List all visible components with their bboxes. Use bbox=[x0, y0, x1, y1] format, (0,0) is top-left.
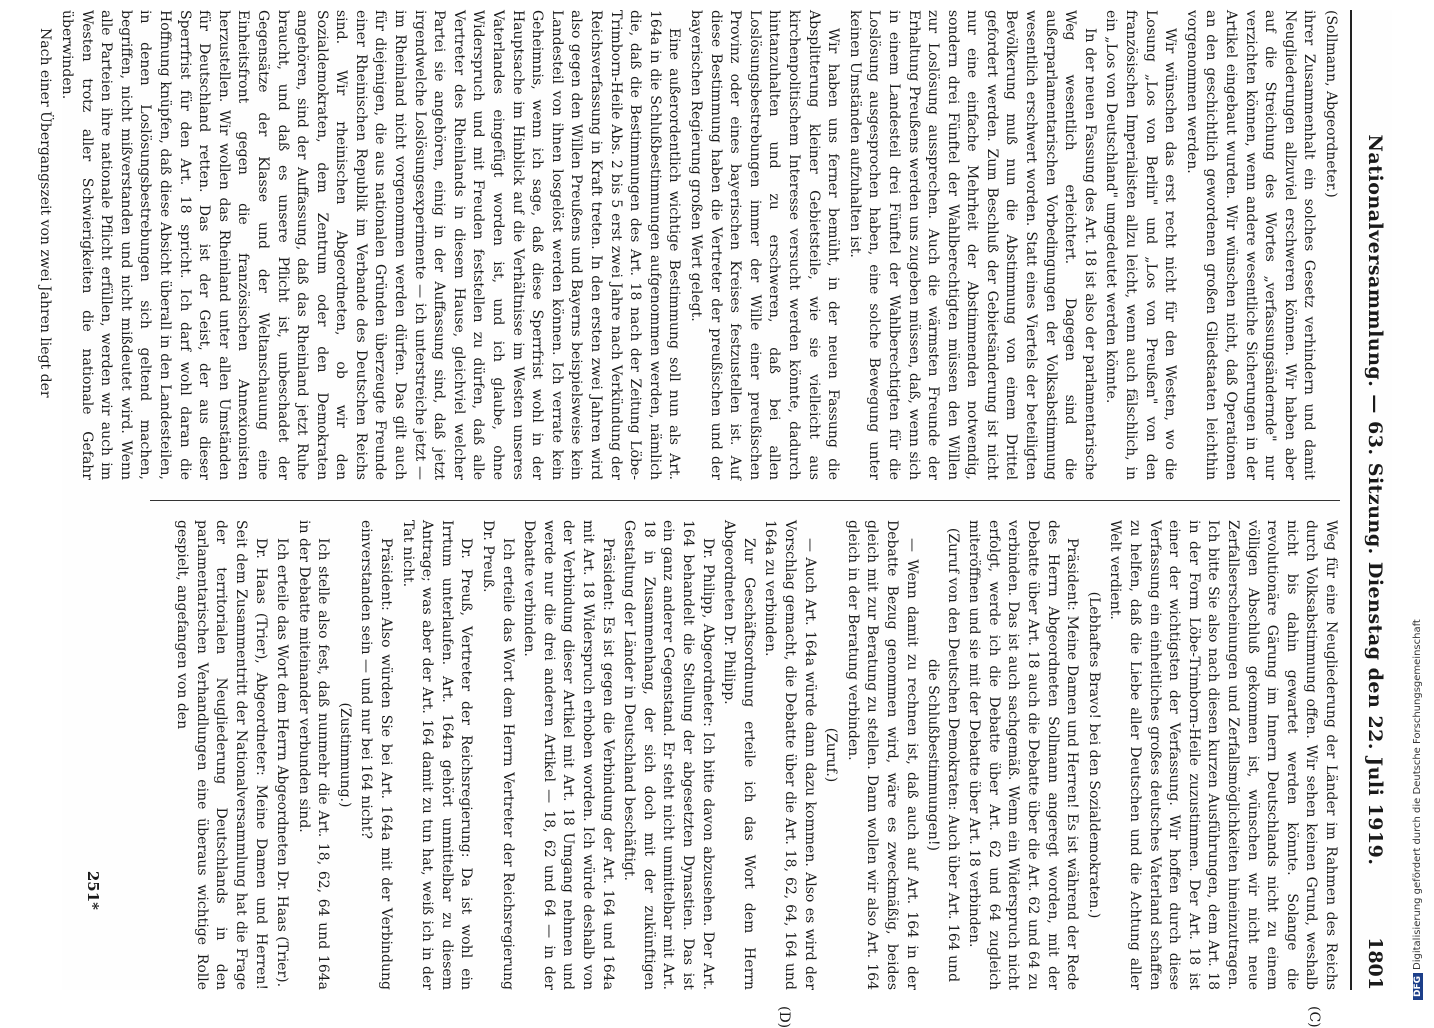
paragraph: Eine außerordentlich wichtige Bestimmung soll nun als Art. 164a in die Schlußbestimmungen aufgenommen werden, nämlich die, daß die Bestimmungen des Art. 18 nach der Zeitung Löbe-Trimborn-Heile Abs. 2 bis 5 erst zwei Jahre nach Verkündung der Reichsverfassung in Kraft treten. In den ersten zwei Jahren wird also gegen den Willen Preußens und Bayerns beispielsweise kein Landesteil von ihnen losgelöst werden können. Ich verrate kein Geheimnis, wenn ich sage, daß diese Sperrfrist wohl in der Hauptsache im Hinblick auf die Verhältnisse im Westen unseres Vaterlandes eingefügt worden ist, und ich glaube, ohne Widerspruch und mit Freuden feststellen zu dürfen, daß alle Vertreter des Rheinlands in diesem Hause, gleichviel welcher Partei sie angehören, einig in der Auffassung sind, daß jetzt irgendwelche Loslösungsexperimente — ich unterstreiche jetzt — im Rheinland nicht vorgenommen werden dürfen. Das gilt auch für diejenigen, die aus nationalen Gründen überzeugte Freunde einer Rheinischen Republik im Verbande des Deutschen Reichs sind. Wir rheinischen Abgeordneten, ob wir den Sozialdemokraten, dem Zentrum oder den Demokraten angehören, sind der Auffassung, daß das Rheinland jetzt Ruhe braucht, und daß es unsere Pflicht ist, unbeschadet der Gegensätze der Klasse und der Weltanschauung eine Einheitsfront gegen die französischen Annexionisten herzustellen. Wir wollen das Rheinland unter allen Umständen für Deutschland retten. Das ist der Geist, der aus dieser Sperrfrist für den Art. 18 spricht. Ich darf wohl daran die Hoffnung knüpfen, daß diese Absicht überall in den Landesteilen, in denen Loslösungsbestrebungen sich geltend machen, begriffen, nicht mißverstanden und nicht mißdeutet wird. Wenn alle Parteien ihre nationale Pflicht erfüllen, werden wir auch im Westen trotz aller Schwierigkeiten die nationale Gefahr überwinden. bbox=[59, 10, 683, 480]
paragraph: Zur Geschäftsordnung erteile ich das Wort dem Herrn Abgeordneten Dr. Philipp. bbox=[721, 520, 757, 990]
paragraph: In der neuen Fassung des Art. 18 ist also der parlamentarische Weg wesentlich erleichtert. Dagegen sind die außerparlamentarischen Vorbedingungen der Volksabstimmung wesentlich erschwert worden. Statt eines Viertels der beteiligten Bevölkerung muß nun die Abstimmung von einem Drittel gefordert werden. Zum Beschluß der Gebietsänderung ist nicht nur eine einfache Mehrheit der Abstimmenden notwendig, sondern drei Fünftel der Wahlberechtigten müssen den Willen zur Loslösung aussprechen. Auch die wärmsten Freunde der Erhaltung Preußens werden uns zugeben müssen, daß, wenn sich in einem Landesteil drei Fünftel der Wahlberechtigten für die Loslösung ausgesprochen haben, eine solche Bewegung unter keinen Umständen aufzuhalten ist. bbox=[846, 10, 1098, 480]
paragraph: — Auch Art. 164a würde dann dazu kommen. Also es wird der Vorschlag gemacht, die Debatte über die Art. 18, 62, 64, 164 und 164a zu verbinden. bbox=[762, 520, 818, 990]
paragraph: Ich stelle also fest, daß nunmehr die Art. 18, 62, 64 und 164a in der Debatte miteinander verbunden sind. bbox=[295, 520, 332, 990]
paragraph: ihrer Zusammenhalt ein solches Gesetz verhindern und damit Neugliederungen allzuviel erschweren können. Wir haben aber auf die Streichung des Wortes „verfassungsändernde" nur verzichten können, wenn andere wesentliche Sicherungen in der Artikel eingebaut wurden. Wir wünschen nicht, daß Operationen an den geschichtlich gewordenen großen Gliedstaaten leichthin vorgenommen werden. bbox=[1183, 10, 1318, 480]
paragraph: Weg für eine Neugliederung der Länder im Rahmen des Reichs durch Volksabstimmung offen. Wir sehen keinen Grund, weshalb nicht bis dahin gewartet werden könnte. Solange die revolutionäre Gärung im Innern Deutschlands nicht zu einem völligen Abschluß gekommen ist, wünschen wir nicht neue Zerfallserscheinungen und Zerfallsmöglichkeiten hineinzutragen. Ich bitte Sie also nach diesen kurzen Ausführungen, dem Art. 18 in der Form Löbe-Trimborn-Heile zuzustimmen. Der Art. 18 ist einer der wichtigsten der Verfassung. Wir hoffen durch diese Verfassung ein einheitliches großes deutsches Vaterland schaffen zu helfen, daß die Liebe aller Deutschen und die Achtung aller Welt verdient. bbox=[1107, 520, 1339, 990]
paragraph: Dr. Haas (Trier), Abgeordneter: Meine Damen und Herren! Seit dem Zusammentritt der Nationalversammlung hat die Frage der territorialen Neugliederung Deutschlands in den parlamentarischen Verhandlungen eine überaus wichtige Rolle gespielt, angefangen von den bbox=[174, 520, 269, 990]
header-title: Nationalversammlung. — 63. Sitzung. Dienstag den 22. Juli 1919. bbox=[1364, 134, 1386, 866]
paragraph: Präsident: Also würden Sie bei Art. 164a mit der Verbindung einverstanden sein — und nur bei 164 nicht? bbox=[358, 520, 395, 990]
paragraph: Wir wünschen das erst recht nicht für den Westen, wo die Losung „Los von Berlin" und „Los von Preußen" von den französischen Imperialisten allzu leicht, wenn auch fälschlich, in ein „Los von Deutschland" umgedeutet werden könnte. bbox=[1103, 10, 1179, 480]
paragraph: (Zuruf.) bbox=[823, 727, 840, 783]
left-column bbox=[37, 10, 1340, 480]
right-column bbox=[110, 520, 1340, 990]
paragraph: Dr. Preuß, Vertreter der Reichsregierung: Da ist wohl ein Irrtum unterlaufen. Art. 164a gehört unmittelbar zu diesem Antrage; was aber der Art. 164 damit zu tun hat, weiß ich in der Tat nicht. bbox=[399, 520, 475, 990]
paragraph: Ich erteile das Wort dem Herrn Vertreter der Reichsregierung Dr. Preuß. bbox=[480, 520, 516, 990]
paragraph: Ich erteile das Wort dem Herrn Abgeordneten Dr. Haas (Trier). bbox=[274, 538, 291, 988]
signature-mark: 251* bbox=[84, 870, 102, 910]
paragraph: (Zustimmung.) bbox=[336, 702, 353, 808]
rotated-document-page bbox=[37, 10, 1392, 1028]
page-header bbox=[1350, 10, 1392, 990]
paragraph: Präsident: Es ist gegen die Verbindung der Art. 164 und 164a mit Art. 18 Widerspruch erhoben worden. Ich würde deshalb von der Verbindung dieser Artikel mit Art. 18 Umgang nehmen und werde nur die drei anderen Artikel — 18, 62 und 64 — in der Debatte verbinden. bbox=[521, 520, 616, 990]
paragraph: Nach einer Übergangszeit von zwei Jahren liegt der bbox=[37, 28, 54, 398]
paragraph: Wir haben uns ferner bemüht, in der neuen Fassung die Absplitterung kleiner Gebietsteile, wie sie vielleicht aus kirchenpolitischem Interesse versucht werden könnte, dadurch hintanzuhalten und zu erschweren, daß bei allen Loslösungsbestrebungen immer der Wille einer preußischen Provinz oder eines bayerischen Kreises festzustellen ist. Auf diese Bestimmung haben die Vertreter der preußischen und der bayerischen Regierung großen Wert gelegt. bbox=[688, 10, 842, 480]
paragraph: (Zuruf von den Deutschen Demokraten: Auch über Art. 164 und die Schlußbestimmungen!) bbox=[925, 527, 961, 983]
paragraph: (Sollmann, Abgeordneter.) bbox=[1323, 10, 1339, 198]
header-page-number: 1801 bbox=[1364, 937, 1386, 990]
margin-marker-c: (C) bbox=[1306, 1006, 1322, 1028]
paragraph: Dr. Philipp, Abgeordneter: Ich bitte davon abzusehen. Der Art. 164 behandelt die Stellung der abgesetzten Dynastien. Das ist ein ganz anderer Gegenstand. Er steht nicht unmittelbar mit Art. 18 in Zusammenhang, der sich doch mit der zukünftigen Gestaltung der Länder in Deutschland beschäftigt. bbox=[621, 520, 716, 990]
column-divider bbox=[150, 500, 1340, 501]
dfg-logo-icon: DFG bbox=[1413, 973, 1423, 1000]
digitization-stamp bbox=[1412, 619, 1423, 1000]
paragraph: (Lebhaftes Bravo! bei den Sozialdemokraten.) bbox=[1085, 591, 1102, 919]
digitization-credit: Digitalisierung gefördert durch die Deutsche Forschungsgemeinschaft bbox=[1412, 619, 1423, 970]
paragraph: — Wenn damit zu rechnen ist, daß auch auf Art. 164 in der Debatte Bezug genommen wird, wäre es zweckmäßig, beides gleich mit zur Beratung zu stellen. Dann wollen wir also Art. 164 gleich in der Beratung verbinden. bbox=[844, 520, 920, 990]
paragraph: Präsident: Meine Damen und Herren! Es ist während der Rede des Herrn Abgeordneten Sollmann angeregt worden, mit der Debatte über Art. 18 auch die Debatte über die Art. 62 und 64 zu verbinden. Das ist auch sachgemäß. Wenn ein Widerspruch nicht erfolgt, werde ich die Debatte über Art. 62 und 64 zugleich miteröffnen und sie mit der Debatte über Art. 18 verbinden. bbox=[966, 520, 1081, 990]
margin-marker-d: (D) bbox=[776, 1006, 792, 1028]
